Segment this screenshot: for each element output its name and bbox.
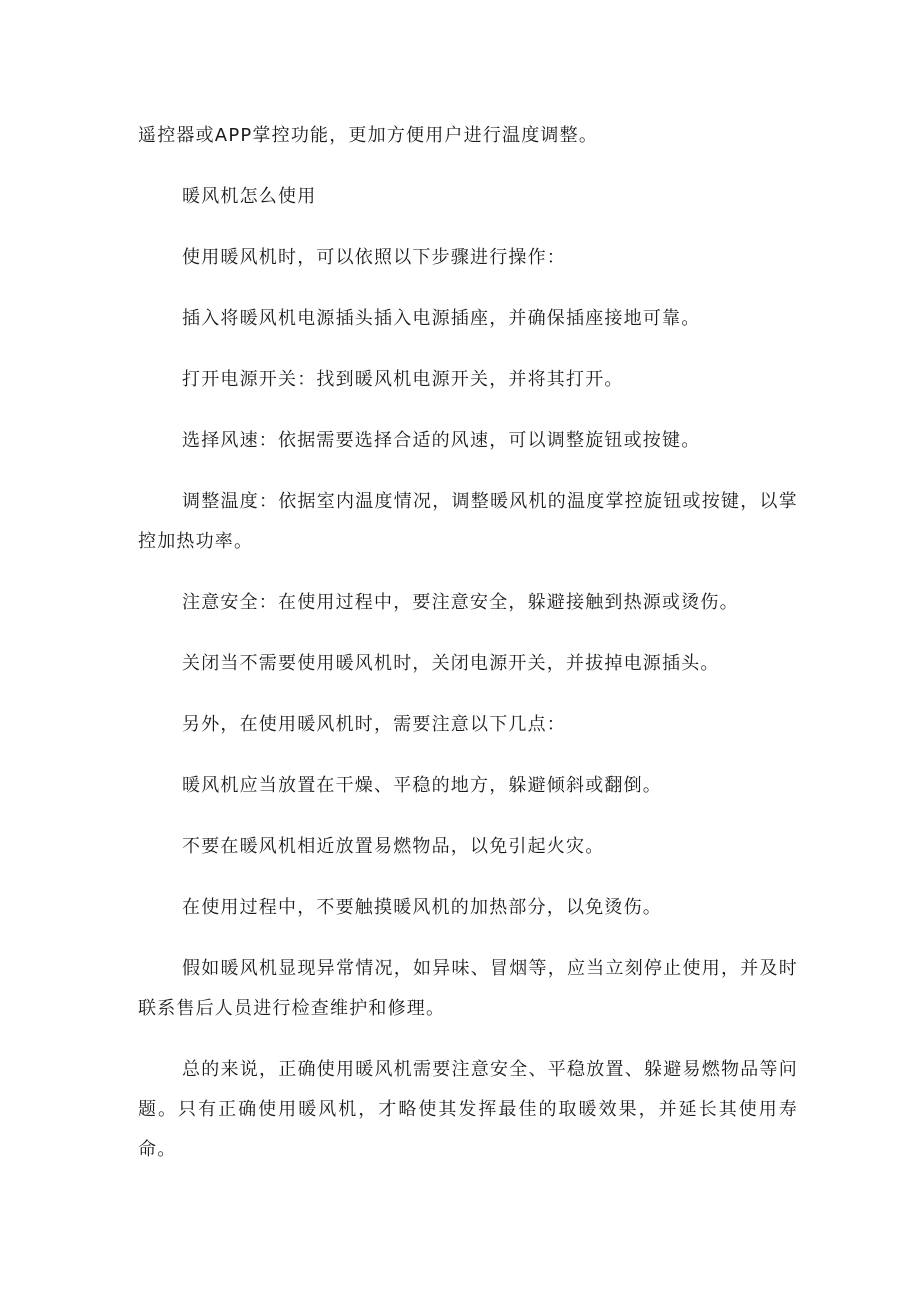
note-flammables: 不要在暖风机相近放置易燃物品，以免引起火灾。 [182, 836, 605, 857]
step-safety: 注意安全：在使用过程中，要注意安全，躲避接触到热源或烫伤。 [182, 592, 739, 613]
note-no-touch: 在使用过程中，不要触摸暖风机的加热部分，以免烫伤。 [182, 897, 662, 918]
step-temperature: 调整温度：依据室内温度情况，调整暖风机的温度掌控旋钮或按键，以掌控加热功率。 [138, 491, 798, 552]
document-page [138, 116, 798, 1170]
note-placement: 暖风机应当放置在干燥、平稳的地方，躲避倾斜或翻倒。 [182, 775, 662, 796]
paragraph-summary: 总的来说，正确使用暖风机需要注意安全、平稳放置、躲避易燃物品等问题。只有正确使用暖风机，才略使其发挥最佳的取暖效果，并延长其使用寿命。 [138, 1059, 798, 1160]
paragraph-continuation: 遥控器或APP掌控功能，更加方便用户进行温度调整。 [138, 125, 599, 146]
step-plug-in: 插入将暖风机电源插头插入电源插座，并确保插座接地可靠。 [182, 308, 701, 329]
paragraph-notes-intro: 另外，在使用暖风机时，需要注意以下几点： [182, 714, 566, 735]
step-power-on: 打开电源开关：找到暖风机电源开关，并将其打开。 [182, 369, 624, 390]
step-power-off: 关闭当不需要使用暖风机时，关闭电源开关，并拔掉电源插头。 [182, 653, 720, 674]
paragraph-intro: 使用暖风机时，可以依照以下步骤进行操作： [182, 247, 566, 268]
section-heading: 暖风机怎么使用 [182, 186, 317, 207]
note-abnormal: 假如暖风机显现异常情况，如异味、冒烟等，应当立刻停止使用，并及时联系售后人员进行检查维护和修理。 [138, 958, 798, 1019]
step-fan-speed: 选择风速：依据需要选择合适的风速，可以调整旋钮或按键。 [182, 430, 701, 451]
